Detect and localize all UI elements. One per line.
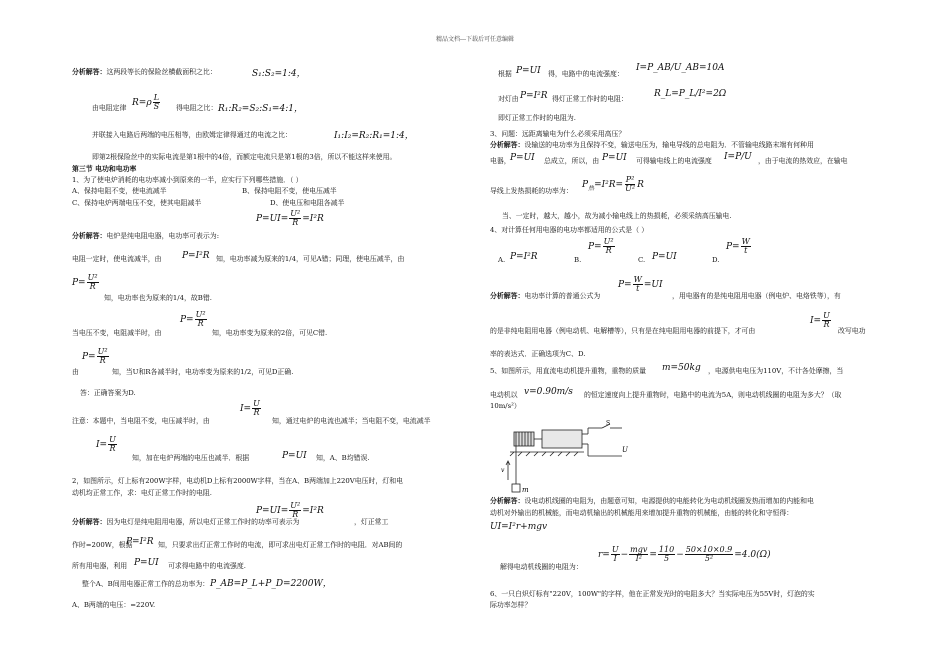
q1-analysis-5b: 知，当U和R各减半时，电功率变为原来的1/2，可见D正确. [112, 368, 294, 376]
power-formula: P=UI= $\frac{\text{U²}}{R}$ =I²R [256, 209, 324, 227]
r1-text-b: 得，电路中的电流强度： [548, 70, 624, 78]
q1-analysis-formula-3: P= $\frac{\text{U²}}{R}$ [72, 273, 98, 291]
question-2-b: 动机均正常工作，求：电灯正常工作时的电阻. [72, 489, 213, 497]
r1-formula: P=UI [516, 66, 541, 76]
q3-analysis-2d: ，由于电流的热效应，在输电 [758, 157, 848, 165]
question-2: 2，如图所示，灯上标有200W字样，电动机D上标有2000W字样，当在A、B两端加上220V电压时，灯和电 [72, 477, 403, 485]
q4-analysis-2a: 的是非纯电阻用电器（例电动机、电解槽等），只有是在纯电阻用电器的前提下，才可由 [490, 327, 756, 335]
q3-analysis-1: 分析解答：设输送的电功率为且保持不变，输送电压为，输电导线的总电阻为．不管输电线路末端有何种用 [490, 141, 814, 149]
current-ratio-text: 并联接入电路后两端的电压相等，由欧姆定律得通过的电流之比： [92, 131, 292, 139]
question-6-b: 际功率怎样？ [490, 601, 532, 609]
q1-analysis-3b: 知，电功率也为原来的1/4，故B错. [104, 294, 212, 302]
q2-analysis-formula-4: P_AB=P_L+P_D=2200W， [210, 579, 332, 589]
q4-option-c-formula: P=UI [652, 252, 677, 262]
question-5-line3: 10m/s²） [490, 402, 521, 410]
q4-option-d-formula: P= $\frac{W}{t}$ [726, 237, 750, 255]
motor-lift-diagram [501, 420, 630, 496]
question-4: 4、对计算任何用电器的电功率都适用的公式是（ ） [490, 226, 649, 234]
analysis-paragraph-1: 分析解答：这两段等长的保险丝横截面积之比： [72, 68, 217, 76]
q5-analysis-2: 动机对外输出的机械能，而电动机输出的机械能用来增加提升重物的机械能，由能的转化和守恒得： [490, 509, 794, 517]
q4-option-a-label: A. [498, 256, 506, 264]
r2-formula: P=I²R [520, 91, 548, 101]
resistance-law-formula: R=ρ $\frac{L}{S}$ [132, 93, 160, 111]
q1-analysis-4a: 当电压不变，电阻减半时，由 [72, 329, 162, 337]
analysis-label: 分析解答： [72, 68, 107, 76]
q2-analysis-3b: 可求得电路中的电流强度. [168, 562, 246, 570]
q2-analysis-formula-1: P=UI= $\frac{\text{U²}}{R}$ =I²R [256, 501, 324, 519]
r1-text-a: 根据 [498, 70, 512, 78]
q1-note2-formula: I= $\frac{U}{R}$ [96, 435, 116, 453]
q2-analysis-2b: 知，只要求出灯正常工作时的电流，即可求出电灯正常工作时的电阻．对AB间的 [158, 541, 403, 549]
fig-label-v: v [501, 467, 505, 474]
r2-resistance-formula: R_L=P_L/I²=2Ω [654, 89, 727, 99]
weight-block [512, 484, 520, 492]
q5-analysis-4: 解得电动机线圈的电阻为： [500, 563, 583, 571]
q4-option-a-formula: P=I²R [510, 252, 538, 262]
r3-text: 即灯正常工作时的电阻为. [498, 114, 576, 122]
q2-analysis-1b: ，灯正常工 [354, 518, 389, 526]
q1-analysis-1: 分析解答：电炉是纯电阻电器，电功率可表示为: [72, 232, 220, 240]
current-ratio-formula: I₁:I₂=R₂:R₁=1:4， [334, 131, 414, 141]
q2-analysis-3a: 所有用电器，利用 [72, 562, 128, 570]
q4-option-b-label: B. [574, 256, 582, 264]
conclusion-text: 即第2根保险丝中的实际电流是第1根中的4倍，而额定电流只是第1根的3倍，所以不能这样来使用。 [92, 153, 397, 161]
resistance-ratio-text: 得电阻之比： [176, 104, 218, 112]
q1-analysis-formula-5: P= $\frac{\text{U²}}{R}$ [82, 347, 108, 365]
resistance-law-text: 由电阻定律 [92, 104, 127, 112]
q3-analysis-2a: 电器， [490, 157, 511, 165]
q1-option-b: B、保持电阻不变，使电压减半 [242, 187, 337, 195]
q4-analysis-2b: 改写电功 [838, 327, 866, 335]
q1-note-formula: I= $\frac{U}{R}$ [240, 399, 260, 417]
r1-current-formula: I=P_AB/U_AB=10A [636, 63, 725, 73]
q5-mass-formula: m=50kg [662, 363, 701, 373]
fig-label-u: U [622, 446, 628, 454]
q4-analysis-3: 率的表达式．正确选项为C、D. [490, 350, 586, 358]
q1-option-a: A、保持电阻不变，使电流减半 [72, 187, 167, 195]
section-title: 第三节 电功和电功率 [72, 165, 137, 173]
question-5: 5、如图所示，用直流电动机提升重物，重物的质量 [490, 367, 646, 375]
q3-analysis-formula-2c: I=P/U [724, 152, 752, 162]
q5-velocity-formula: v=0.90m/s [524, 387, 573, 397]
q5-analysis-1: 分析解答：设电动机线圈的电阻为，由题意可知，电源提供的电能转化为电动机线圈发热而增加的内能和电 [490, 497, 814, 505]
q5-resistance-formula: r= $\frac{U}{I}$ − $\frac{\text{mgv}}{\text{I²}}$ = $\frac{110}{5}$ − $\frac{50\times 10\times 0.9}{\text{5²}}$ =4.0(Ω) [598, 545, 771, 563]
r2-text-a: 对灯由 [498, 95, 519, 103]
q1-analysis-formula-2: P=I²R [182, 251, 210, 261]
q4-analysis-formula: P= $\frac{W}{t}$ =UI [618, 275, 663, 293]
question-6: 6、一只白炽灯标有"220V，100W"的字样，他在正常发光时的电阻多大？当实际电压为55V时，灯泡的实 [490, 590, 815, 598]
r2-text-b: 得灯正常工作时的电阻： [552, 95, 628, 103]
q3-analysis-2b: 总成立，所以，由 [544, 157, 600, 165]
q5-energy-formula: UI=I²r+mgv [490, 522, 548, 532]
q1-option-d: D、使电压和电阻各减半 [270, 199, 345, 207]
q3-analysis-3a: 导线上发热损耗的功率为： [490, 187, 573, 195]
q3-analysis-2c: 可得输电线上的电流强度 [636, 157, 712, 165]
q3-analysis-formula-2b: P=UI [602, 153, 627, 163]
q4-option-b-formula: P= $\frac{\text{U²}}{R}$ [588, 237, 614, 255]
fig-label-s: S [606, 420, 611, 427]
page-header: 精品文档---下载后可任意编辑 [435, 36, 515, 43]
q3-analysis-4: 当、一定时，越大，越小，故为减小输电线上的热损耗，必须采纳高压输电. [502, 212, 732, 220]
question-5-line2b: 的恒定速度向上提升重物时，电路中的电流为5A，则电动机线圈的电阻为多大？（取 [584, 391, 842, 399]
q4-option-d-label: D. [712, 256, 720, 264]
question-1: 1、为了使电炉消耗的电功率减小到原来的一半，应实行下列哪些措施．（ ） [72, 176, 303, 184]
q1-analysis-formula-4: P= $\frac{\text{U²}}{R}$ [180, 310, 206, 328]
motor-body [542, 430, 582, 448]
q4-analysis-formula-2: I= $\frac{U}{R}$ [810, 311, 830, 329]
question-5-line2a: 电动机以 [490, 391, 518, 399]
question-3: 3、问题：远距离输电为什么必须采用高压？ [490, 130, 626, 138]
q4-analysis-1b: ，用电器有的是纯电阻用电器（例电炉、电烙铁等），有 [672, 292, 841, 300]
q1-answer: 答：正确答案为D. [80, 389, 136, 397]
q1-note-b: 知，通过电炉的电流也减半；当电阻不变，电流减半 [272, 417, 431, 425]
q2-analysis-formula-3: P=UI [134, 558, 159, 568]
ratio-formula: S₁:S₂=1:4， [252, 69, 306, 79]
q3-analysis-formula-2: P=UI [510, 153, 535, 163]
q2-analysis-4a: 整个A、B间用电器正常工作的总功率为： [82, 580, 210, 588]
q1-option-c: C、保持电炉两端电压不变，使其电阻减半 [72, 199, 202, 207]
q1-analysis-2a: 电阻一定时，使电流减半，由 [72, 255, 162, 263]
q1-analysis-5a: 由 [72, 368, 79, 376]
motor-circuit [506, 424, 622, 492]
q4-analysis-1: 分析解答：电功率计算的普通公式为 [490, 292, 601, 300]
fig-label-m: m [522, 486, 529, 494]
q1-note2-a: 知，加在电炉两端的电压也减半．根据 [132, 454, 250, 462]
question-5-b: ，电源供电电压为110V，不计各处摩擦，当 [708, 367, 844, 375]
q2-analysis-formula-2: P=I²R [126, 537, 154, 547]
q1-note-a: 注意：本题中，当电阻不变，电压减半时，由 [72, 417, 210, 425]
q4-option-c-label: C. [638, 256, 646, 264]
q3-analysis-formula-3: $P_热=I^2R=$ $\frac{\text{P²}}{\text{U²}}$ R [582, 175, 644, 193]
q2-analysis-5: A、B两端的电压：=220V. [72, 601, 156, 609]
q1-analysis-2b: 知，电功率减为原来的1/4，可见A错；同理，使电压减半，由 [216, 255, 405, 263]
resistance-ratio-formula: R₁:R₂=S₂:S₁=4:1， [218, 104, 303, 114]
q1-note2-formula2: P=UI [282, 451, 307, 461]
q1-note2-b: 知，A、B均错误. [316, 454, 370, 462]
q1-analysis-4b: 知，电功率变为原来的2倍，可见C错. [212, 329, 328, 337]
q2-analysis-1: 分析解答：因为电灯是纯电阻用电器，所以电灯正常工作时的功率可表示为 [72, 518, 300, 526]
q2-analysis-2a: 作时=200W，根据 [72, 541, 133, 549]
